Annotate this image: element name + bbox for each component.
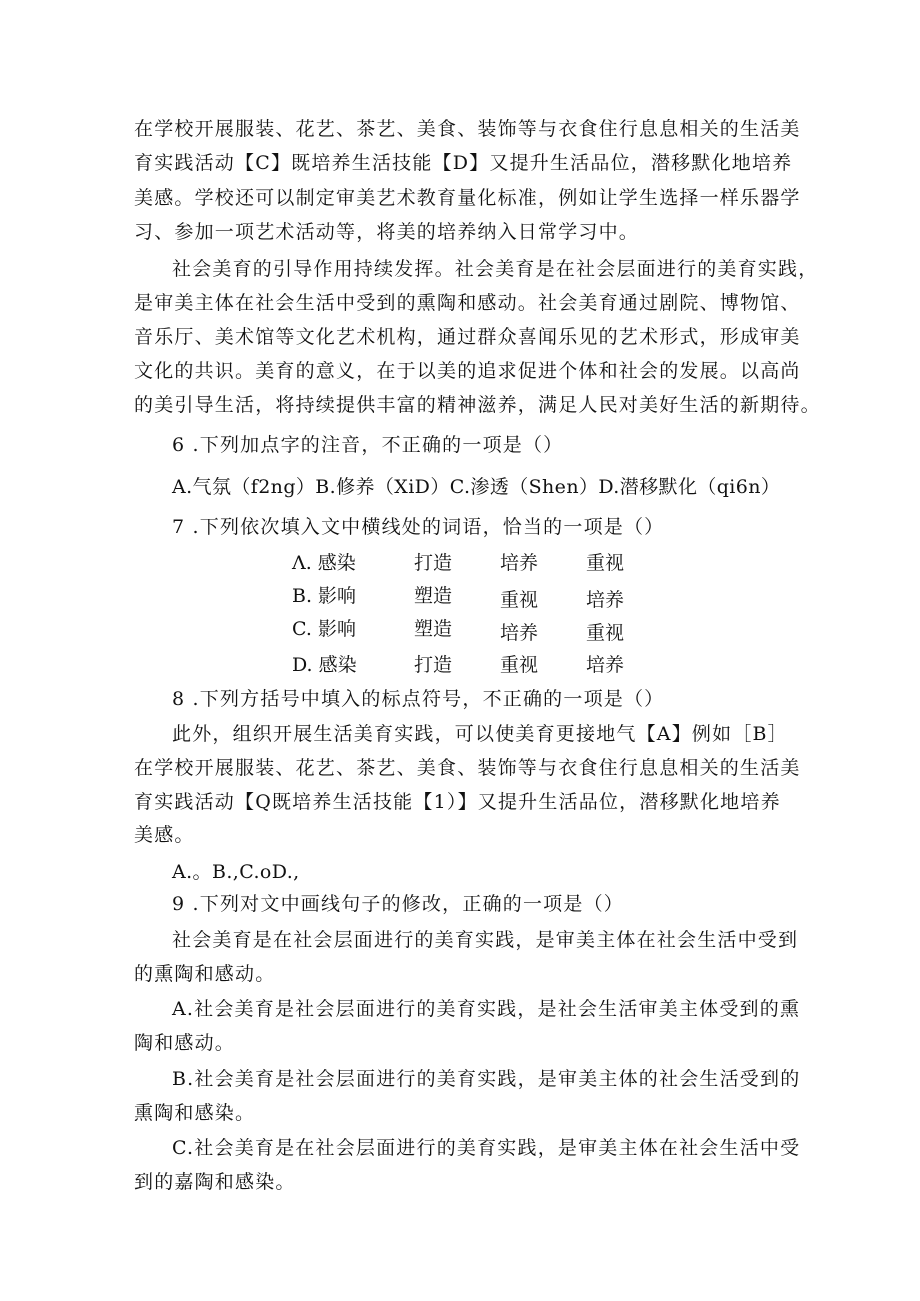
option-label: B. 影响	[292, 585, 357, 607]
option-word: 重视	[586, 622, 625, 644]
option-word: 培养	[500, 552, 539, 574]
question-stem: 9 .下列对文中画线句子的修改，正确的一项是（）	[172, 893, 624, 915]
option-word: 培养	[500, 622, 539, 644]
text-line: 的美引导生活，将持续提供丰富的精神滋养，满足人民对美好生活的新期待。	[134, 394, 821, 416]
text-line: 在学校开展服装、花艺、茶艺、美食、装饰等与衣食住行息息相关的生活美	[134, 757, 801, 779]
question-options: A.气氛（f2ng）B.修养（XiD）C.渗透（Shen）D.潜移默化（qi6n）	[172, 476, 781, 498]
option-word: 打造	[414, 552, 453, 574]
text-line: 习、参加一项艺术活动等，将美的培养纳入日常学习中。	[134, 221, 640, 243]
question-stem: 8 .下列方括号中填入的标点符号，不正确的一项是（）	[172, 688, 665, 710]
question-stem: 6 .下列加点字的注音，不正确的一项是（）	[172, 434, 564, 456]
option-label: C. 影响	[292, 618, 356, 640]
option-word: 培养	[586, 589, 625, 611]
option-word: 重视	[500, 589, 539, 611]
text-line: 育实践活动【C】既培养生活技能【D】又提升生活品位，潜移默化地培养	[134, 152, 793, 174]
option-word: 塑造	[414, 585, 453, 607]
text-line: 美感。学校还可以制定审美艺术教育量化标准，例如让学生选择一样乐器学	[134, 187, 801, 209]
underlined-sentence: 社会美育是在社会层面进行的美育实践，是审美主体在社会生活中受到	[172, 929, 799, 951]
question-stem: 7 .下列依次填入文中横线处的词语，恰当的一项是（）	[172, 516, 665, 538]
text-line: 此外，组织开展生活美育实践，可以使美育更接地气【A】例如［B］	[172, 723, 788, 745]
question-options: A.。B.,C.oD.,	[172, 861, 300, 883]
option-label: D. 感染	[292, 654, 357, 676]
option-word: 重视	[500, 654, 539, 676]
option-a: A.社会美育是社会层面进行的美育实践，是社会生活审美主体受到的熏	[172, 998, 801, 1020]
text-line: 文化的共识。美育的意义，在于以美的追求促进个体和社会的发展。以高尚	[134, 360, 801, 382]
text-line: 育实践活动【Q既培养生活技能【1）】又提升生活品位，潜移默化地培养	[134, 791, 781, 813]
option-b: B.社会美育是社会层面进行的美育实践，是审美主体的社会生活受到的	[172, 1068, 801, 1090]
option-b: 熏陶和感染。	[134, 1102, 256, 1124]
option-word: 重视	[586, 552, 625, 574]
text-line: 美感。	[134, 824, 195, 846]
option-word: 培养	[586, 654, 625, 676]
text-line: 是审美主体在社会生活中受到的熏陶和感动。社会美育通过剧院、博物馆、	[134, 292, 801, 314]
option-word: 塑造	[414, 618, 453, 640]
option-a: 陶和感动。	[134, 1032, 236, 1054]
option-c: C.社会美育是在社会层面进行的美育实践，是审美主体在社会生活中受	[172, 1137, 801, 1159]
option-c: 到的嘉陶和感染。	[134, 1171, 296, 1193]
underlined-sentence: 的熏陶和感动。	[134, 963, 276, 985]
text-line: 社会美育的引导作用持续发挥。社会美育是在社会层面进行的美育实践，	[172, 258, 819, 280]
option-word: 打造	[414, 654, 453, 676]
text-line: 在学校开展服装、花艺、茶艺、美食、装饰等与衣食住行息息相关的生活美	[134, 118, 801, 140]
text-line: 音乐厅、美术馆等文化艺术机构，通过群众喜闻乐见的艺术形式，形成审美	[134, 326, 801, 348]
option-label: Λ. 感染	[292, 552, 356, 574]
